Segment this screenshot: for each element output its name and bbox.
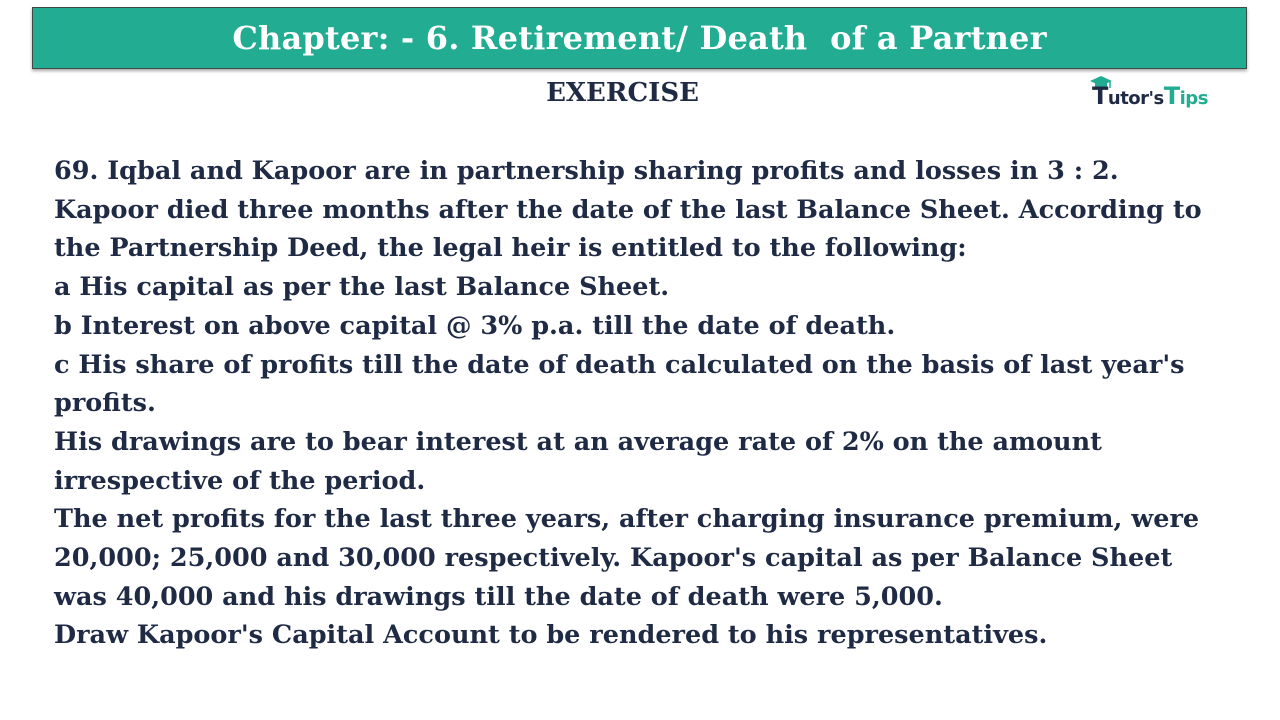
question-line: a His capital as per the last Balance Sheet. xyxy=(54,272,670,303)
question-line: irrespective of the period. xyxy=(54,465,426,496)
question-line: profits. xyxy=(54,388,156,419)
tutors-tips-logo xyxy=(1090,76,1220,112)
question-line: His drawings are to bear interest at an average rate of 2% on the amount xyxy=(54,426,1102,457)
question-line: b Interest on above capital @ 3% p.a. till the date of death. xyxy=(54,310,896,341)
question-line: the Partnership Deed, the legal heir is entitled to the following: xyxy=(54,233,967,264)
chapter-header-bar xyxy=(32,7,1247,69)
chapter-title: Chapter: - 6. Retirement/ Death of a Partner xyxy=(232,19,1047,57)
question-line: was 40,000 and his drawings till the date of death were 5,000. xyxy=(54,581,943,612)
question-line: 20,000; 25,000 and 30,000 respectively. Kapoor's capital as per Balance Sheet xyxy=(54,543,1173,574)
section-title: EXERCISE xyxy=(546,78,699,108)
question-line: Kapoor died three months after the date of the last Balance Sheet. According to xyxy=(54,194,1202,225)
question-line: The net profits for the last three years, after charging insurance premium, were xyxy=(54,504,1200,535)
question-text xyxy=(54,152,1234,655)
logo-text: Tutor'sTips xyxy=(1092,82,1208,110)
question-line: c His share of profits till the date of death calculated on the basis of last year's xyxy=(54,349,1185,380)
question-line: Draw Kapoor's Capital Account to be rendered to his representatives. xyxy=(54,620,1048,651)
question-line: 69. Iqbal and Kapoor are in partnership sharing profits and losses in 3 : 2. xyxy=(54,156,1119,186)
